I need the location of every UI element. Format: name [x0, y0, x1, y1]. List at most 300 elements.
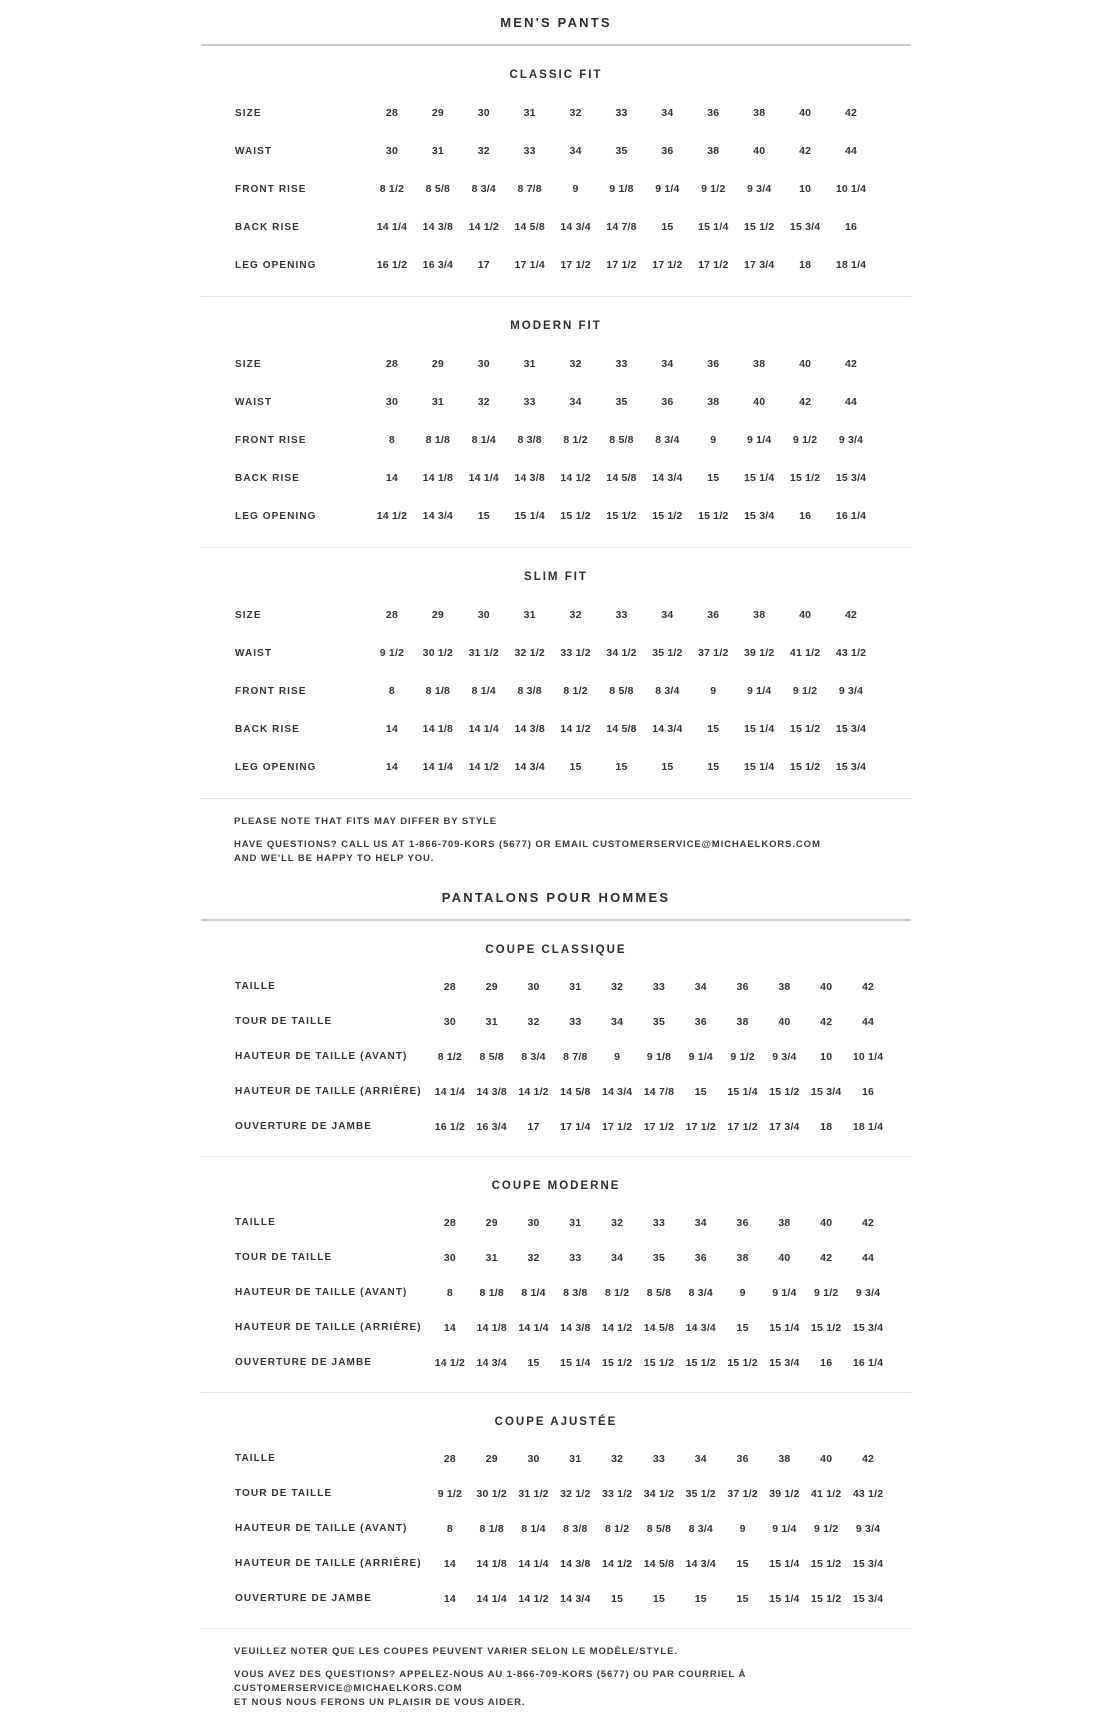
- measurement-value: 33: [523, 396, 536, 408]
- measurement-value: 34: [569, 145, 582, 157]
- table-row: [234, 1074, 889, 1109]
- measurement-value: 9 1/8: [646, 1050, 672, 1063]
- row-label: WAIST: [235, 396, 273, 408]
- measurement-value: 8 1/4: [471, 685, 496, 697]
- measurement-value: 42: [862, 1216, 875, 1229]
- measurement-value: 8 1/2: [563, 685, 588, 697]
- measurement-value: 14 5/8: [514, 221, 545, 233]
- measurement-value: 15 1/2: [811, 1557, 842, 1570]
- measurement-value: 14 1/2: [376, 510, 408, 522]
- measurement-value: 35: [615, 145, 628, 157]
- measurement-value: 15 3/4: [852, 1557, 884, 1570]
- measurement-value: 8: [388, 685, 395, 697]
- measurement-value: 36: [707, 358, 720, 370]
- table-row: [234, 383, 874, 421]
- measurement-value: 32 1/2: [514, 647, 545, 659]
- measurement-value: 17: [527, 1120, 540, 1133]
- row-label: FRONT RISE: [235, 183, 307, 195]
- section-heading: CLASSIC FIT: [509, 69, 603, 81]
- table-row: [234, 1039, 889, 1074]
- measurement-value: 14 1/2: [468, 221, 499, 233]
- section-coupe-ajustee: [201, 1393, 911, 1616]
- row-label: FRONT RISE: [235, 685, 307, 697]
- measurement-value: 16 1/4: [852, 1356, 884, 1369]
- measurement-value: 33: [569, 1251, 582, 1264]
- measurement-value: 17 1/2: [560, 259, 591, 271]
- measurement-value: 41 1/2: [789, 647, 821, 659]
- measurement-value: 15 1/2: [643, 1356, 675, 1369]
- measurement-value: 14: [443, 1592, 456, 1605]
- measurement-value: 15: [707, 761, 720, 773]
- measurement-value: 14 1/2: [601, 1557, 633, 1570]
- section-heading: COUPE AJUSTÉE: [494, 1416, 618, 1429]
- measurement-value: 15: [661, 221, 674, 233]
- measurement-value: 17 1/2: [652, 259, 683, 271]
- row-label: TOUR DE TAILLE: [235, 1016, 333, 1028]
- measurement-value: 31: [523, 107, 536, 119]
- row-label: HAUTEUR DE TAILLE (ARRIÈRE): [235, 1322, 422, 1334]
- measurement-value: 8: [388, 434, 395, 446]
- measurement-value: 38: [778, 1216, 791, 1229]
- measurement-value: 8 3/8: [563, 1286, 588, 1299]
- measurement-value: 8 3/4: [688, 1522, 713, 1535]
- measurement-value: 32: [611, 1452, 624, 1465]
- measurement-value: 35 1/2: [685, 1487, 716, 1500]
- measurement-value: 14 5/8: [643, 1557, 675, 1570]
- table-row: [234, 710, 874, 748]
- measurement-value: 14: [443, 1557, 456, 1570]
- french-notes: [234, 1629, 911, 1728]
- measurement-value: 14 1/2: [601, 1321, 633, 1334]
- measurement-value: 32 1/2: [560, 1487, 591, 1500]
- measurement-value: 15: [707, 723, 720, 735]
- table-row: [234, 1109, 889, 1144]
- measurement-value: 36: [661, 145, 674, 157]
- measurement-value: 14: [443, 1321, 456, 1334]
- measurement-value: 36: [707, 107, 720, 119]
- measurement-value: 33: [523, 145, 536, 157]
- measurement-value: 9 3/4: [747, 183, 772, 195]
- row-label: WAIST: [235, 145, 273, 157]
- measurement-value: 8 7/8: [517, 183, 542, 195]
- measurement-value: 14 3/4: [514, 761, 545, 773]
- measurement-value: 33 1/2: [560, 647, 591, 659]
- measurement-value: 15 3/4: [852, 1321, 884, 1334]
- measurement-value: 30: [443, 1015, 456, 1028]
- measurement-value: 17 1/4: [560, 1120, 591, 1133]
- measurement-value: 8 3/4: [471, 183, 496, 195]
- measurement-value: 30: [443, 1251, 456, 1264]
- measurement-value: 32: [569, 107, 582, 119]
- measurement-value: 32: [569, 609, 582, 621]
- measurement-value: 44: [862, 1251, 875, 1264]
- measurement-value: 17 3/4: [769, 1120, 800, 1133]
- measurement-value: 30: [527, 980, 540, 993]
- measurement-value: 17 1/2: [698, 259, 729, 271]
- measurement-value: 30 1/2: [476, 1487, 507, 1500]
- contact-info-text-fr: VOUS AVEZ DES QUESTIONS? APPELEZ-NOUS AU 1-866-709-KORS (5677) OU PAR COURRIEL À CUSTOMERSERVICE@MICHAELKORS.COM: [234, 1669, 747, 1694]
- measurement-value: 29: [431, 609, 444, 621]
- measurement-value: 16 1/2: [376, 259, 408, 271]
- row-label: SIZE: [235, 107, 262, 119]
- row-label: BACK RISE: [235, 472, 300, 484]
- measurement-value: 8 5/8: [425, 183, 451, 195]
- fit-disclaimer-text: PLEASE NOTE THAT FITS MAY DIFFER BY STYLE: [234, 816, 497, 827]
- measurement-value: 15 1/4: [514, 510, 545, 522]
- measurement-value: 8 1/2: [604, 1522, 630, 1535]
- row-label: HAUTEUR DE TAILLE (ARRIÈRE): [235, 1086, 422, 1098]
- measurement-value: 16 3/4: [422, 259, 454, 271]
- measurement-value: 38: [736, 1015, 749, 1028]
- measurement-value: 32: [527, 1251, 540, 1264]
- measurement-value: 42: [799, 396, 812, 408]
- measurement-value: 9: [710, 434, 717, 446]
- measurement-value: 31: [569, 1216, 582, 1229]
- measurement-value: 40: [778, 1251, 791, 1264]
- row-label: OUVERTURE DE JAMBE: [235, 1593, 373, 1605]
- measurement-value: 14 3/8: [514, 472, 545, 484]
- measurement-value: 40: [799, 609, 812, 621]
- measurement-value: 14 1/8: [476, 1557, 507, 1570]
- measurement-value: 8 1/2: [563, 434, 588, 446]
- measurement-value: 31: [431, 145, 444, 157]
- measurement-value: 8 7/8: [563, 1050, 588, 1063]
- measurement-value: 30: [527, 1216, 540, 1229]
- measurement-value: 33: [615, 358, 628, 370]
- measurement-value: 8 1/4: [471, 434, 496, 446]
- table-row: [234, 634, 874, 672]
- measurement-value: 42: [820, 1015, 833, 1028]
- measurement-value: 9: [739, 1522, 746, 1535]
- row-label: TAILLE: [235, 1217, 276, 1229]
- measurement-value: 18: [820, 1120, 833, 1133]
- measurement-value: 40: [820, 1216, 833, 1229]
- measurement-value: 9: [614, 1050, 621, 1063]
- row-label: HAUTEUR DE TAILLE (AVANT): [235, 1287, 408, 1299]
- measurement-value: 14 1/4: [422, 761, 454, 773]
- measurement-value: 8 1/2: [437, 1050, 463, 1063]
- measurement-value: 14 1/8: [422, 723, 454, 735]
- section-slim-fit: [201, 548, 911, 786]
- measurement-value: 40: [820, 1452, 833, 1465]
- measurement-value: 16 1/4: [835, 510, 867, 522]
- measurement-value: 9 1/4: [688, 1050, 713, 1063]
- measurement-value: 37 1/2: [727, 1487, 758, 1500]
- measurement-value: 8 1/8: [479, 1522, 504, 1535]
- measurement-value: 15 3/4: [835, 472, 867, 484]
- measurement-value: 33 1/2: [601, 1487, 633, 1500]
- measurement-value: 8 1/8: [425, 685, 451, 697]
- measurement-value: 14 1/4: [376, 221, 408, 233]
- measurement-value: 34 1/2: [606, 647, 637, 659]
- measurement-value: 32: [527, 1015, 540, 1028]
- measurement-value: 36: [736, 1216, 749, 1229]
- table-row: [234, 497, 874, 535]
- measurement-value: 15 3/4: [835, 723, 867, 735]
- measurement-value: 14 3/4: [560, 1592, 591, 1605]
- row-label: HAUTEUR DE TAILLE (ARRIÈRE): [235, 1558, 422, 1570]
- measurement-value: 17 3/4: [744, 259, 775, 271]
- measurement-value: 15 1/4: [698, 221, 729, 233]
- table-row: [234, 1511, 889, 1546]
- measurement-value: 15 1/4: [769, 1321, 800, 1334]
- measurement-value: 14 1/2: [468, 761, 499, 773]
- measurement-value: 15 1/2: [769, 1085, 800, 1098]
- table-row: [234, 246, 874, 284]
- measurement-value: 30: [477, 358, 490, 370]
- measurement-value: 34: [569, 396, 582, 408]
- measurement-value: 8 3/4: [688, 1286, 713, 1299]
- measurement-value: 18 1/4: [835, 259, 867, 271]
- measurement-value: 38: [736, 1251, 749, 1264]
- measurement-value: 42: [844, 358, 858, 370]
- row-label: FRONT RISE: [235, 434, 307, 446]
- measurement-value: 42: [862, 1452, 875, 1465]
- measurement-value: 15 1/4: [744, 472, 775, 484]
- measurement-value: 28: [443, 980, 456, 993]
- measurement-value: 9 1/8: [609, 183, 634, 195]
- measurement-value: 14 1/8: [476, 1321, 507, 1334]
- coupe-moderne-table: [234, 1205, 889, 1380]
- measurement-value: 9 3/4: [838, 685, 864, 697]
- modern-fit-table: [234, 345, 874, 535]
- classic-fit-table: [234, 94, 874, 284]
- measurement-value: 8 1/4: [521, 1522, 546, 1535]
- measurement-value: 9 1/2: [701, 183, 726, 195]
- measurement-value: 14 7/8: [606, 221, 637, 233]
- row-label: TAILLE: [235, 1453, 276, 1465]
- measurement-value: 14 3/8: [514, 723, 545, 735]
- measurement-value: 43 1/2: [852, 1487, 884, 1500]
- measurement-value: 9 3/4: [855, 1286, 881, 1299]
- measurement-value: 31: [569, 980, 582, 993]
- measurement-value: 33: [569, 1015, 582, 1028]
- table-row: [234, 170, 874, 208]
- measurement-value: 15 1/2: [727, 1356, 758, 1369]
- measurement-value: 8 5/8: [609, 434, 634, 446]
- measurement-value: 32: [477, 396, 490, 408]
- table-row: [234, 1441, 889, 1476]
- slim-fit-table: [234, 596, 874, 786]
- measurement-value: 8 3/8: [517, 434, 542, 446]
- measurement-value: 15: [527, 1356, 540, 1369]
- measurement-value: 40: [778, 1015, 791, 1028]
- measurement-value: 8 5/8: [609, 685, 634, 697]
- page-title-english: MEN'S PANTS: [500, 15, 612, 30]
- measurement-value: 15 1/2: [789, 472, 821, 484]
- measurement-value: 40: [799, 107, 812, 119]
- measurement-value: 29: [431, 358, 444, 370]
- measurement-value: 17 1/4: [514, 259, 545, 271]
- measurement-value: 15: [736, 1557, 749, 1570]
- measurement-value: 15 3/4: [789, 221, 821, 233]
- measurement-value: 15: [707, 472, 720, 484]
- measurement-value: 16: [820, 1356, 833, 1369]
- section-heading: SLIM FIT: [524, 571, 588, 583]
- table-row: [234, 1581, 889, 1616]
- measurement-value: 32: [569, 358, 582, 370]
- measurement-value: 14 3/4: [422, 510, 454, 522]
- measurement-value: 28: [385, 107, 398, 119]
- measurement-value: 14 3/8: [560, 1321, 591, 1334]
- measurement-value: 14 5/8: [606, 472, 637, 484]
- measurement-value: 8 5/8: [479, 1050, 504, 1063]
- measurement-value: 15 1/2: [744, 221, 775, 233]
- measurement-value: 14 1/4: [476, 1592, 507, 1605]
- measurement-value: 28: [385, 609, 398, 621]
- measurement-value: 8 3/8: [563, 1522, 588, 1535]
- measurement-value: 14 1/2: [518, 1592, 549, 1605]
- table-row: [234, 1205, 889, 1240]
- table-row: [234, 208, 874, 246]
- row-label: BACK RISE: [235, 723, 300, 735]
- measurement-value: 8 3/4: [655, 685, 680, 697]
- measurement-value: 34: [694, 980, 707, 993]
- measurement-value: 34: [661, 358, 674, 370]
- measurement-value: 14 3/8: [476, 1085, 507, 1098]
- measurement-value: 31: [485, 1251, 498, 1264]
- measurement-value: 39 1/2: [744, 647, 775, 659]
- row-label: SIZE: [235, 358, 262, 370]
- measurement-value: 44: [844, 145, 858, 157]
- measurement-value: 8 1/8: [479, 1286, 504, 1299]
- measurement-value: 14 5/8: [606, 723, 637, 735]
- measurement-value: 38: [778, 1452, 791, 1465]
- measurement-value: 15 1/2: [560, 510, 591, 522]
- table-row: [234, 596, 874, 634]
- measurement-value: 14 7/8: [643, 1085, 675, 1098]
- measurement-value: 42: [862, 980, 875, 993]
- measurement-value: 8 1/8: [425, 434, 451, 446]
- measurement-value: 15 1/2: [601, 1356, 633, 1369]
- measurement-value: 14: [385, 472, 398, 484]
- measurement-value: 8 1/2: [604, 1286, 630, 1299]
- measurement-value: 44: [844, 396, 858, 408]
- measurement-value: 8 1/2: [379, 183, 405, 195]
- size-chart-page: [201, 0, 911, 1728]
- measurement-value: 30: [385, 396, 398, 408]
- measurement-value: 9 1/4: [772, 1286, 797, 1299]
- measurement-value: 40: [820, 980, 833, 993]
- measurement-value: 15 1/4: [769, 1592, 800, 1605]
- measurement-value: 40: [799, 358, 812, 370]
- measurement-value: 17: [477, 259, 490, 271]
- measurement-value: 33: [615, 609, 628, 621]
- measurement-value: 9 1/2: [379, 647, 405, 659]
- measurement-value: 29: [485, 980, 498, 993]
- measurement-value: 16: [862, 1085, 875, 1098]
- measurement-value: 14 3/8: [560, 1557, 591, 1570]
- measurement-value: 8 1/4: [521, 1286, 546, 1299]
- row-label: TOUR DE TAILLE: [235, 1488, 333, 1500]
- measurement-value: 14 3/4: [685, 1557, 716, 1570]
- measurement-value: 14 1/4: [518, 1321, 549, 1334]
- measurement-value: 34: [611, 1015, 624, 1028]
- measurement-value: 8 5/8: [646, 1522, 672, 1535]
- measurement-value: 36: [707, 609, 720, 621]
- measurement-value: 31: [431, 396, 444, 408]
- table-row: [234, 1546, 889, 1581]
- table-row: [234, 1345, 889, 1380]
- measurement-value: 8 5/8: [646, 1286, 672, 1299]
- measurement-value: 41 1/2: [811, 1487, 842, 1500]
- measurement-value: 14 5/8: [643, 1321, 675, 1334]
- measurement-value: 14 3/8: [422, 221, 454, 233]
- measurement-value: 29: [485, 1452, 498, 1465]
- row-label: LEG OPENING: [235, 259, 317, 271]
- measurement-value: 9 1/4: [747, 685, 772, 697]
- measurement-value: 28: [443, 1216, 456, 1229]
- measurement-value: 16 1/2: [434, 1120, 466, 1133]
- measurement-value: 15 1/2: [685, 1356, 716, 1369]
- measurement-value: 33: [615, 107, 628, 119]
- measurement-value: 15: [611, 1592, 624, 1605]
- measurement-value: 9 1/4: [772, 1522, 797, 1535]
- measurement-value: 9 3/4: [855, 1522, 881, 1535]
- measurement-value: 14 1/2: [518, 1085, 549, 1098]
- contact-info-text-fr-cont: ET NOUS NOUS FERONS UN PLAISIR DE VOUS AIDER.: [234, 1696, 526, 1708]
- measurement-value: 15 3/4: [811, 1085, 842, 1098]
- measurement-value: 40: [753, 145, 766, 157]
- row-label: HAUTEUR DE TAILLE (AVANT): [235, 1523, 408, 1535]
- measurement-value: 38: [707, 396, 720, 408]
- measurement-value: 14 1/4: [518, 1557, 549, 1570]
- measurement-value: 34 1/2: [643, 1487, 675, 1500]
- measurement-value: 9: [739, 1286, 746, 1299]
- measurement-value: 10: [820, 1050, 833, 1063]
- measurement-value: 31: [485, 1015, 498, 1028]
- table-row: [234, 1476, 889, 1511]
- measurement-value: 17 1/2: [606, 259, 637, 271]
- section-heading: COUPE MODERNE: [491, 1180, 621, 1193]
- section-classic-fit: [201, 46, 911, 284]
- measurement-value: 42: [844, 609, 858, 621]
- measurement-value: 14 3/4: [601, 1085, 633, 1098]
- measurement-value: 9 1/2: [437, 1487, 463, 1500]
- row-label: TOUR DE TAILLE: [235, 1252, 333, 1264]
- measurement-value: 9 1/2: [814, 1286, 839, 1299]
- measurement-value: 44: [862, 1015, 875, 1028]
- measurement-value: 34: [694, 1216, 707, 1229]
- measurement-value: 15 3/4: [852, 1592, 884, 1605]
- measurement-value: 32: [611, 1216, 624, 1229]
- measurement-value: 15 1/4: [727, 1085, 758, 1098]
- measurement-value: 29: [431, 107, 444, 119]
- measurement-value: 8 3/4: [521, 1050, 546, 1063]
- measurement-value: 15 3/4: [769, 1356, 800, 1369]
- measurement-value: 34: [661, 609, 674, 621]
- row-label: SIZE: [235, 609, 262, 621]
- measurement-value: 15 1/4: [769, 1557, 800, 1570]
- measurement-value: 16 3/4: [476, 1120, 507, 1133]
- measurement-value: 30 1/2: [422, 647, 454, 659]
- measurement-value: 31 1/2: [468, 647, 499, 659]
- measurement-value: 16: [844, 221, 858, 233]
- table-row: [234, 421, 874, 459]
- table-row: [234, 1275, 889, 1310]
- measurement-value: 30: [477, 609, 490, 621]
- measurement-value: 15: [694, 1085, 707, 1098]
- measurement-value: 14 3/4: [560, 221, 591, 233]
- measurement-value: 17 1/2: [727, 1120, 758, 1133]
- row-label: OUVERTURE DE JAMBE: [235, 1121, 373, 1133]
- row-label: TAILLE: [235, 981, 276, 993]
- measurement-value: 8: [446, 1522, 453, 1535]
- measurement-value: 33: [652, 1216, 666, 1229]
- measurement-value: 28: [385, 358, 398, 370]
- measurement-value: 14 1/2: [560, 472, 591, 484]
- measurement-value: 15: [652, 1592, 666, 1605]
